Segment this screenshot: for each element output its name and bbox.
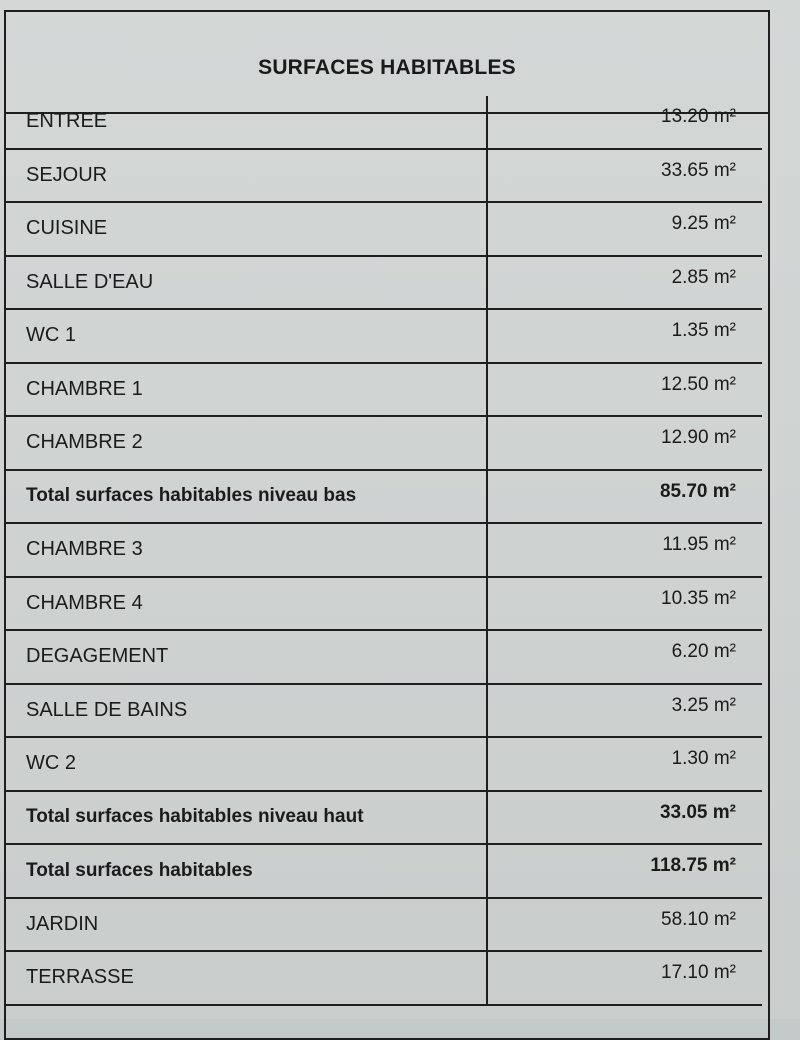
room-label: Total surfaces habitables bbox=[4, 845, 488, 897]
room-label: CHAMBRE 4 bbox=[4, 578, 488, 630]
surface-value: 17.10 m² bbox=[661, 962, 736, 983]
table-row bbox=[4, 417, 762, 471]
surface-value: 1.30 m² bbox=[671, 748, 736, 769]
room-label: SALLE DE BAINS bbox=[4, 685, 488, 737]
table-row bbox=[4, 899, 762, 953]
table-row bbox=[4, 257, 762, 311]
surface-value: 3.25 m² bbox=[671, 694, 736, 716]
surface-value: 10.35 m² bbox=[661, 587, 736, 609]
table-title: SURFACES HABITABLES bbox=[258, 56, 516, 79]
room-label: WC 1 bbox=[4, 310, 488, 362]
surface-value: 58.10 m² bbox=[661, 908, 736, 930]
room-label: ENTREE bbox=[4, 96, 488, 148]
room-label: Total surfaces habitables niveau haut bbox=[4, 792, 488, 844]
surface-value: 13.20 m² bbox=[661, 106, 736, 127]
surface-value: 118.75 m² bbox=[650, 855, 736, 876]
table-row bbox=[4, 524, 762, 578]
room-label: SEJOUR bbox=[4, 150, 488, 202]
room-label: TERRASSE bbox=[4, 952, 488, 1004]
total-row bbox=[4, 845, 762, 899]
room-label: Total surfaces habitables niveau bas bbox=[4, 471, 488, 523]
room-label: WC 2 bbox=[4, 738, 488, 790]
table-row bbox=[4, 96, 762, 150]
surface-value: 1.35 m² bbox=[671, 320, 736, 341]
surface-value: 12.50 m² bbox=[661, 373, 736, 395]
total-row bbox=[4, 471, 762, 525]
room-label: CHAMBRE 2 bbox=[4, 417, 488, 469]
table-row bbox=[4, 578, 762, 632]
surface-value: 2.85 m² bbox=[671, 266, 736, 288]
surfaces-table bbox=[4, 96, 762, 1006]
table-row bbox=[4, 364, 762, 418]
surface-value: 33.05 m² bbox=[659, 801, 736, 823]
surface-value: 12.90 m² bbox=[661, 427, 736, 448]
room-label: CUISINE bbox=[4, 203, 488, 255]
surface-value: 9.25 m² bbox=[671, 213, 736, 234]
table-row bbox=[4, 150, 762, 204]
table-row bbox=[4, 685, 762, 739]
table-row bbox=[4, 952, 762, 1006]
total-row bbox=[4, 792, 762, 846]
table-row bbox=[4, 310, 762, 364]
surface-value: 85.70 m² bbox=[659, 480, 736, 502]
table-row bbox=[4, 738, 762, 792]
room-label: CHAMBRE 1 bbox=[4, 364, 488, 416]
room-label: JARDIN bbox=[4, 899, 488, 951]
table-row bbox=[4, 203, 762, 257]
surface-value: 33.65 m² bbox=[661, 159, 736, 181]
table-row bbox=[4, 631, 762, 685]
surface-value: 6.20 m² bbox=[671, 641, 736, 662]
surface-value: 11.95 m² bbox=[662, 534, 736, 555]
room-label: DEGAGEMENT bbox=[4, 631, 488, 683]
room-label: CHAMBRE 3 bbox=[4, 524, 488, 576]
room-label: SALLE D'EAU bbox=[4, 257, 488, 309]
